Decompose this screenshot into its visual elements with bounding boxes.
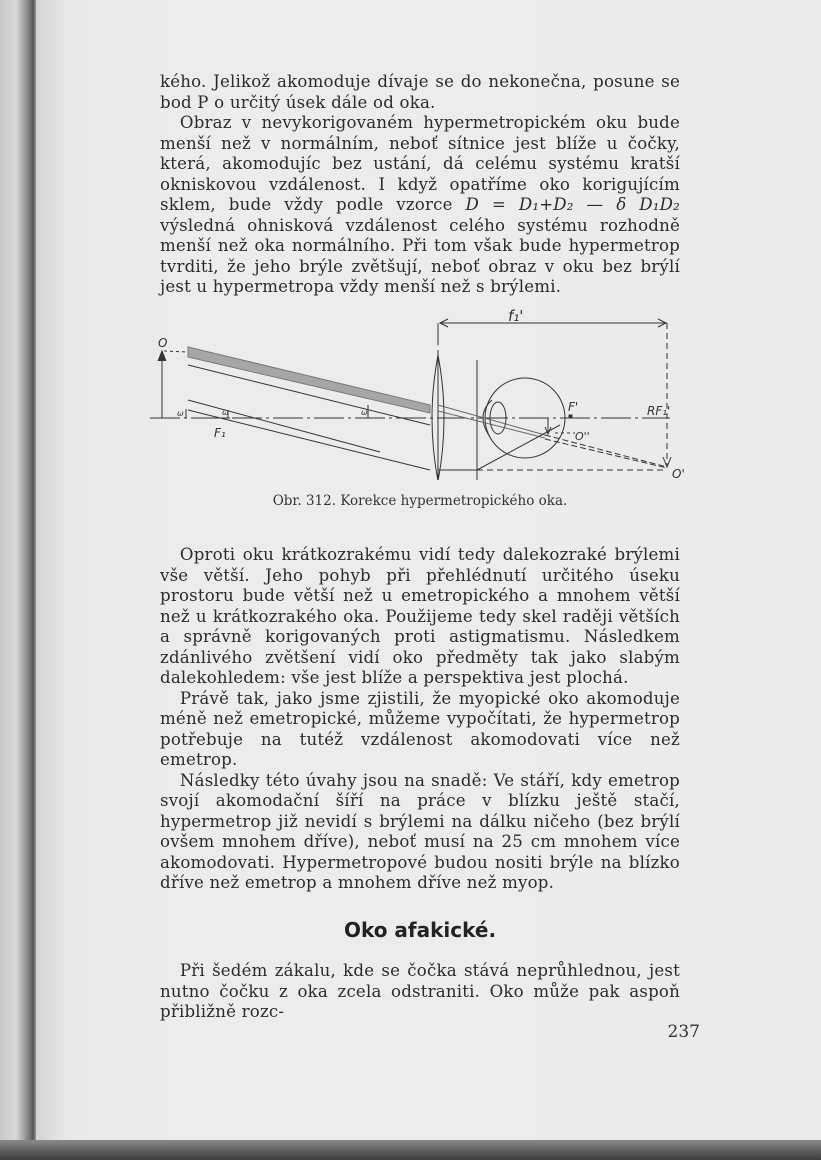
label-far-point: RF₁' (647, 404, 671, 418)
paragraph-text: Obraz v nevykorigovaném hypermetropickém oku bude menší než v normálním, neboť sítnice jest blíže u čočky, která, akomodujíc bez ustání, dá celému systému kratší okniskovou vzdálenost. I když opatříme oko korigujícím sklem, bude vždy podle vzorce (160, 113, 680, 214)
text-block-middle (160, 545, 680, 894)
paragraph-text: výsledná ohnisková vzdálenost celého systému rozhodně menší než oka normálního. Při tom však bude hypermetrop tvrditi, že jeho brýle zvětšují, neboť obraz v oku bez brýlí jest u hypermetropa vždy menší než s brýlemi. (160, 215, 680, 296)
label-angle-mid: ω (222, 408, 229, 417)
text-block-bottom (160, 961, 680, 1023)
lens-formula: D = D₁+D₂ — δ D₁D₂ (465, 195, 680, 214)
label-angle-right: ω (361, 408, 368, 417)
book-binding (0, 0, 36, 1160)
optics-diagram (150, 305, 690, 480)
paragraph-accommodation: Právě tak, jako jsme zjistili, že myopické oko akomoduje méně než emetropické, můžeme vypočítati, že hypermetrop potřebuje na tutéž vzdálenost akomodovati více než emetrop. (160, 688, 680, 769)
figure-caption: Obr. 312. Korekce hypermetropického oka. (272, 493, 568, 509)
label-focus-eye: F' (568, 400, 579, 414)
figure-hypermetropia-correction (150, 305, 690, 480)
paragraph-cataract: Při šedém zákalu, kde se čočka stává neprůhlednou, jest nutno čočku z oka zcela odstraniti. Oko může pak aspoň přibližně rozc- (160, 961, 680, 1021)
label-image-far: O' (672, 467, 685, 480)
label-angle-left: ω (177, 409, 184, 418)
label-object: O (158, 336, 168, 350)
paragraph-consequences: Následky této úvahy jsou na snadě: Ve stáří, kdy emetrop svojí akomodační šíří na práce v blízku ještě stačí, hypermetrop již nevidí s brýlemi na dálku ničeho (bez brýlí ovšem mnohem dříve), neboť musí na 25 cm mnohem více akomodovati. Hypermetropové budou nositi brýle na blízko dříve než emetrop a mnohem dříve než myop. (160, 770, 680, 892)
label-focus-lens: F₁ (214, 426, 226, 440)
page-number: 237 (667, 1022, 700, 1042)
label-focal-length: f₁' (508, 307, 524, 325)
scanner-edge (0, 1140, 821, 1160)
paragraph-magnification: Oproti oku krátkozrakému vidí tedy dalekozraké brýlemi vše větší. Jeho pohyb při přehlédnutí určitého úseku prostoru bude větší než u emetropického a mnohem větší než u krátkozrakého oka. Použijeme tedy skel raději větších a správně korigovaných proti astigmatismu. Následkem zdánlivého zvětšení vidí oko předměty tak jako slabým dalekohledem: vše jest blíže a perspektiva jest plochá. (160, 545, 680, 687)
paragraph-continuation: kého. Jelikož akomoduje dívaje se do nekonečna, posune se bod P o určitý úsek dále od oka. (160, 72, 680, 112)
label-image-retina: O'' (575, 430, 590, 443)
section-heading: Oko afakické. (343, 918, 497, 942)
paragraph-image-size (160, 113, 680, 298)
text-block-top (160, 72, 680, 298)
